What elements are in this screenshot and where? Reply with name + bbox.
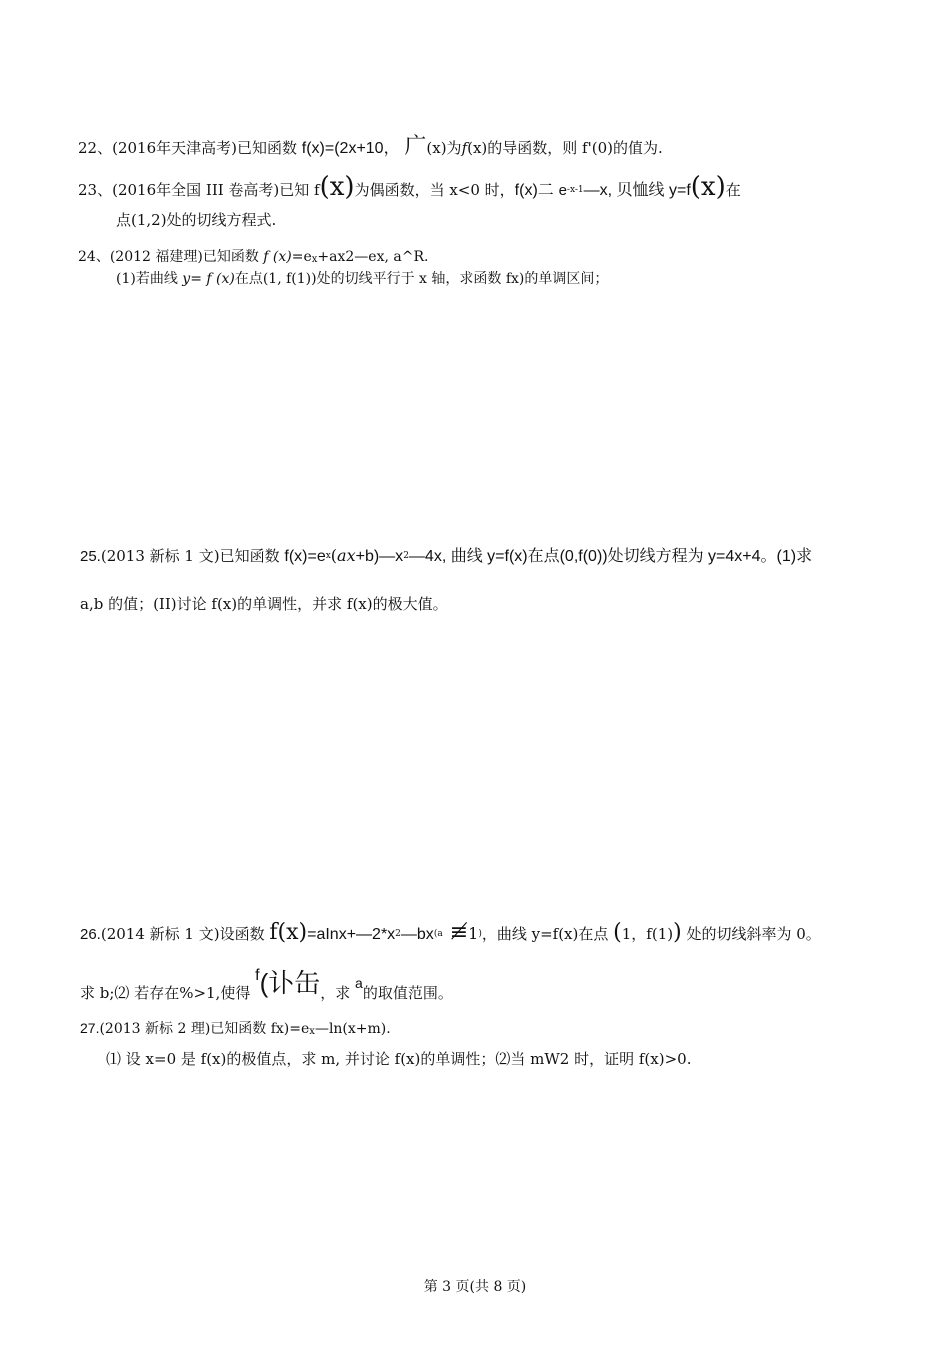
- paren-x: (x): [690, 172, 726, 202]
- question-27-line2: ⑴ 设 x=0 是 f(x)的极值点，求 m, 并讨论 f(x)的单调性；⑵当 mW2 时，证明 f(x)>0.: [106, 1050, 692, 1068]
- question-source: (2016年天津高考)已知函数: [112, 139, 297, 157]
- question-25: [80, 548, 812, 565]
- equation: +ax2—ex, a^R.: [317, 249, 429, 265]
- question-number: 23、: [78, 181, 113, 199]
- question-text: (x)的导函数，则 f'(0)的值为.: [467, 139, 663, 157]
- question-22: [78, 136, 663, 158]
- paren-close: ): [478, 929, 482, 939]
- italic-curve: y= f (x): [182, 271, 235, 287]
- paren-x: (x): [277, 920, 308, 945]
- paren-close: ): [673, 920, 682, 945]
- function-expression: =aInx+—2*x: [307, 926, 396, 943]
- question-source: (2013 新标 2 理)已知函数 fx)=e: [99, 1021, 310, 1037]
- question-27: [80, 1021, 391, 1037]
- question-text: 在: [725, 181, 741, 199]
- question-text: ，曲线 y=f(x)在点: [481, 925, 609, 943]
- question-23-line2: 点(1,2)处的切线方程式.: [116, 211, 277, 229]
- question-23: [78, 174, 741, 200]
- question-24-line2: [116, 272, 608, 286]
- question-number: 25.: [80, 548, 101, 565]
- question-number: 24、: [78, 249, 110, 265]
- italic-fx: f (x): [263, 249, 292, 265]
- neq-sign: ≢: [442, 920, 469, 945]
- question-26-line2: [80, 960, 453, 1002]
- subscript: x: [311, 254, 318, 265]
- question-text: 处的切线斜率为 0。: [686, 925, 821, 943]
- question-source: (2013 新标 1 文)已知函数: [100, 547, 280, 565]
- function-expression: f(x)=e: [284, 548, 326, 565]
- question-26: [80, 922, 821, 944]
- value-one: 1: [468, 924, 479, 943]
- exponent: 1: [577, 185, 584, 195]
- function-expression: f(x)=(2x+10，: [301, 140, 400, 157]
- paren-x: (x): [319, 172, 355, 202]
- question-text: —4x, 曲线 y=f(x)在点(0,f(0))处切线方程为 y=4x+4。(1)求: [408, 548, 813, 565]
- question-text: (1)若曲线: [116, 271, 178, 287]
- function-expression: +b)—x: [355, 548, 404, 565]
- question-text: 的取值范围。: [362, 984, 453, 1002]
- question-text: ，求: [320, 984, 351, 1002]
- subscript: x: [309, 1026, 315, 1037]
- prime-glyph: 广: [404, 134, 427, 159]
- paren-open: (: [613, 920, 622, 945]
- question-text: —ln(x+m).: [314, 1021, 391, 1037]
- question-source: (2016年全国 III 卷高考)已知 f: [112, 181, 320, 199]
- function-expression: —bx: [400, 926, 434, 943]
- superscript: 2: [403, 551, 409, 561]
- question-text: —x, 贝恤线 y=f: [583, 182, 691, 199]
- page-footer: 第 3 页(共 8 页): [423, 1279, 527, 1295]
- question-24: [78, 250, 428, 265]
- question-number: 27.: [80, 1020, 100, 1036]
- superscript: 2: [395, 929, 401, 939]
- superscript-a: a: [355, 975, 363, 991]
- question-25-line2: a,b 的值；(II)讨论 f(x)的单调性，并求 f(x)的极大值。: [80, 595, 448, 613]
- point: 1，f(1): [621, 925, 674, 943]
- question-text: 为偶函数，当 x<0 时，: [354, 181, 515, 199]
- exponent: -x-: [566, 185, 578, 195]
- italic-f: f: [461, 139, 468, 157]
- paren: (: [330, 546, 338, 565]
- question-text: 求 b;⑵ 若存在%>1,使得: [80, 984, 251, 1002]
- garbled-glyph: (讣缶: [259, 968, 321, 998]
- question-text: (x)为: [426, 139, 462, 157]
- paren-a: (a: [433, 929, 443, 939]
- question-number: 22、: [78, 139, 113, 157]
- function-f: f: [255, 967, 260, 984]
- exp-base: e: [558, 182, 567, 199]
- fx-expression: f(x)二: [514, 182, 554, 199]
- equation: =e: [291, 249, 312, 265]
- superscript: x: [325, 551, 331, 561]
- function-f: f: [269, 920, 278, 945]
- question-text: 在点(1, f(1))处的切线平行于 x 轴，求函数 fx)的单调区间；: [234, 271, 609, 287]
- question-source: (2012 福建理)已知函数: [109, 249, 259, 265]
- italic-ax: ax: [337, 546, 356, 565]
- question-number: 26.: [80, 926, 101, 943]
- question-source: (2014 新标 1 文)设函数: [100, 925, 265, 943]
